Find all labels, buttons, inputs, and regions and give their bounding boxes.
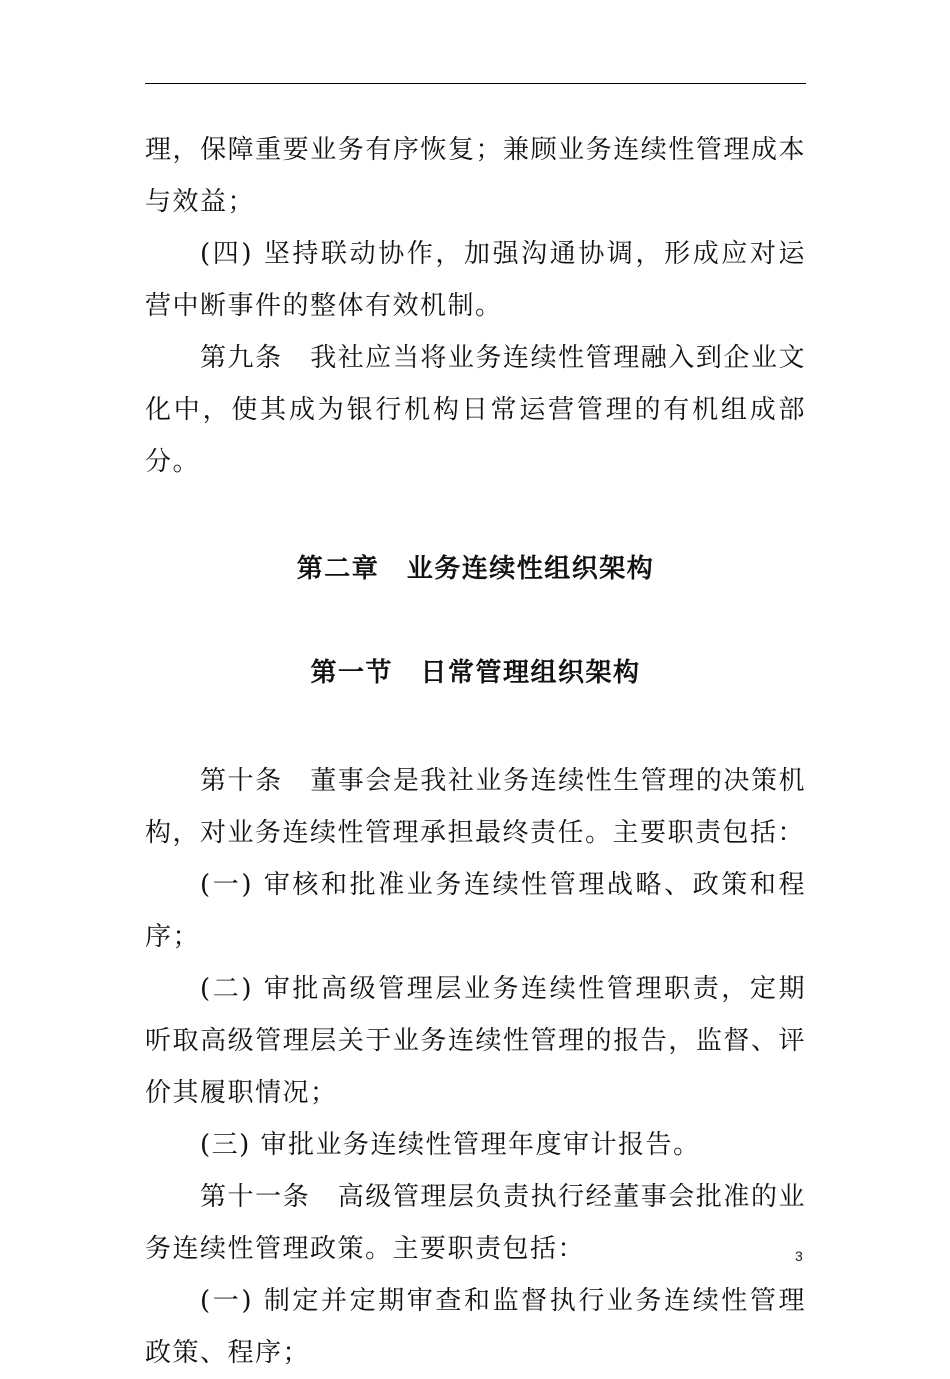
article-9: 第九条 我社应当将业务连续性管理融入到企业文化中，使其成为银行机构日常运营管理的有机组成部分。	[145, 343, 806, 477]
article-11: 第十一条 高级管理层负责执行经董事会批准的业务连续性管理政策。主要职责包括：	[145, 1182, 806, 1264]
article-10: 第十条 董事会是我社业务连续性生管理的决策机构，对业务连续性管理承担最终责任。主要职责包括：	[145, 766, 806, 848]
document-body	[145, 124, 806, 1379]
section-title: 第一节 日常管理组织架构	[310, 658, 641, 688]
list-item: (一) 审核和批准业务连续性管理战略、政策和程序；	[145, 870, 806, 952]
chapter-title: 第二章 业务连续性组织架构	[296, 554, 655, 584]
list-item: (一) 制定并定期审查和监督执行业务连续性管理政策、程序；	[145, 1286, 806, 1368]
page-number: 3	[795, 1248, 803, 1264]
paragraphs-top	[145, 124, 806, 488]
paragraph: 理，保障重要业务有序恢复；兼顾业务连续性管理成本与效益；	[145, 135, 806, 217]
paragraph: (四) 坚持联动协作，加强沟通协调，形成应对运营中断事件的整体有效机制。	[145, 239, 806, 321]
list-item: (三) 审批业务连续性管理年度审计报告。	[200, 1130, 701, 1160]
list-item: (二) 审批高级管理层业务连续性管理职责，定期听取高级管理层关于业务连续性管理的报告，监督、评价其履职情况；	[145, 974, 806, 1108]
paragraphs-bottom	[145, 755, 806, 1379]
header-rule	[145, 83, 806, 84]
